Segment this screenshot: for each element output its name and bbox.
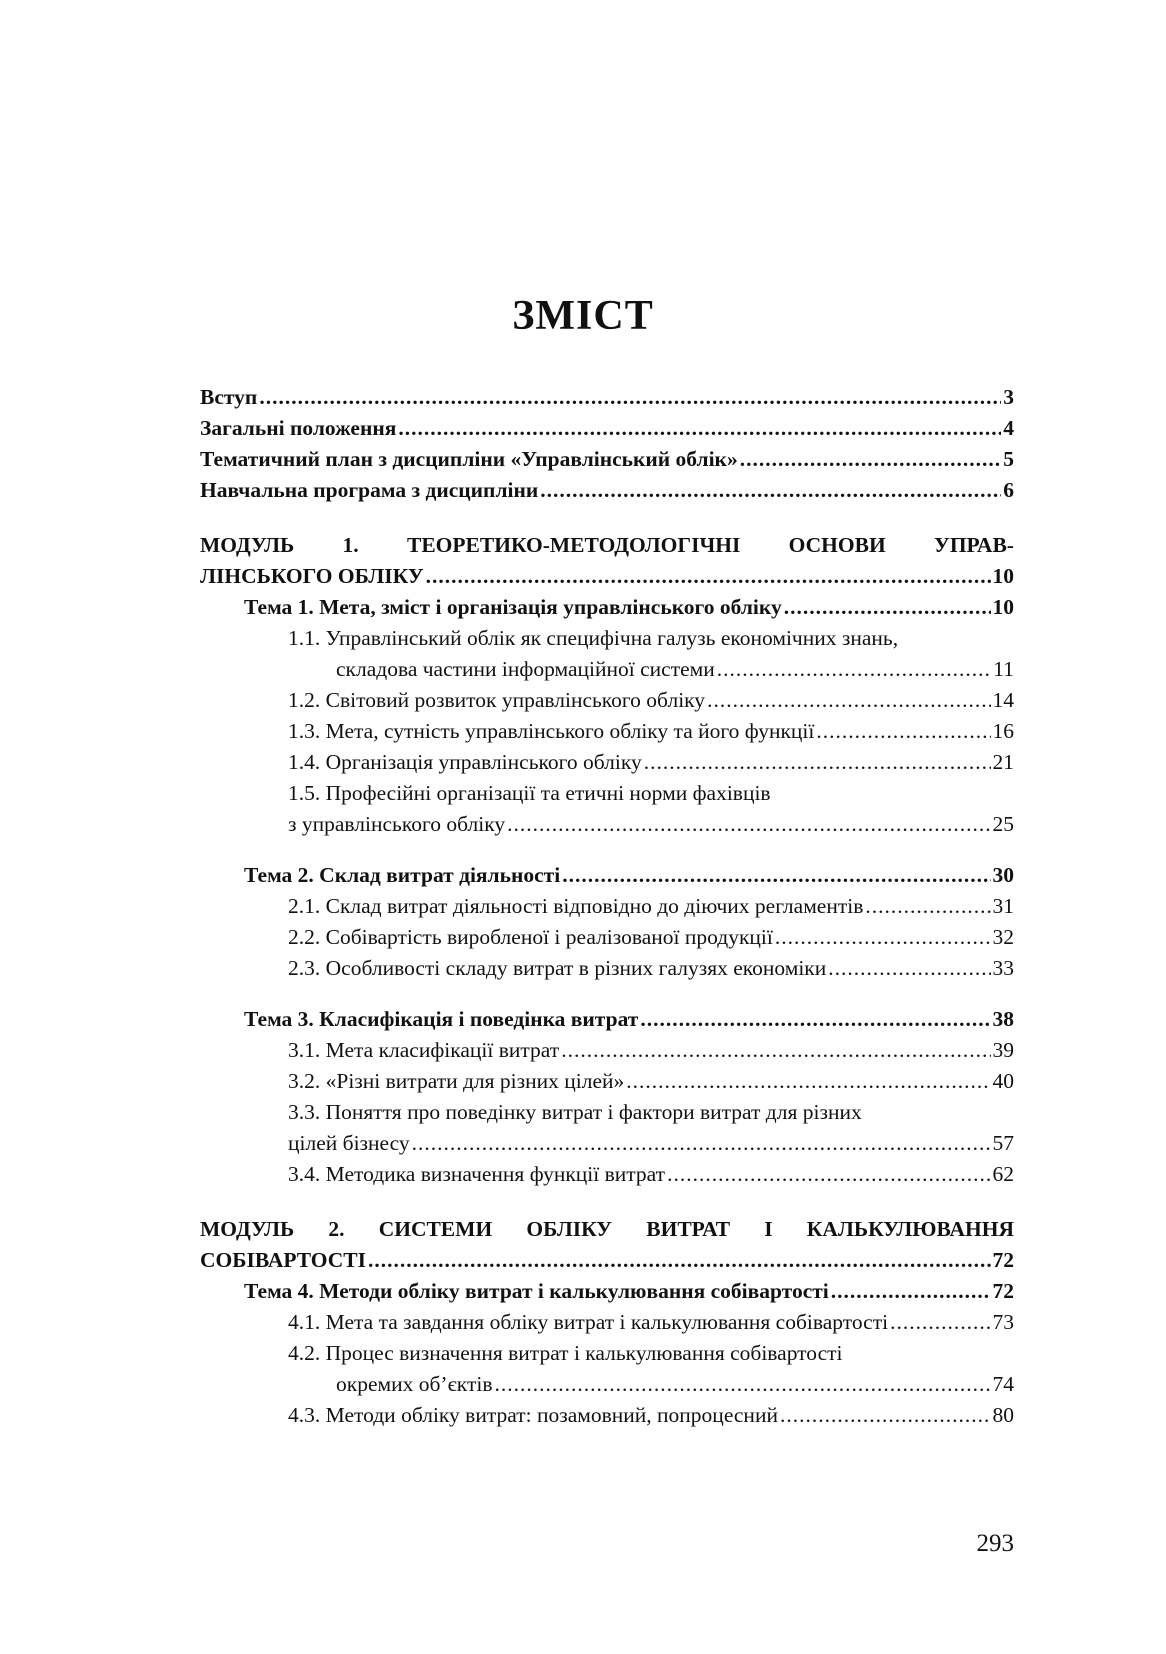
toc-item-1-2[interactable] <box>200 685 1014 716</box>
dot-leader <box>707 685 990 716</box>
toc-item-1-3[interactable] <box>200 716 1014 747</box>
toc-entry-title: 1.4. Організація управлінського обліку <box>288 750 642 774</box>
dot-leader <box>740 444 1002 475</box>
dot-leader <box>890 1307 990 1338</box>
toc-entry-title: 4.1. Мета та завдання обліку витрат і калькулювання собівартості <box>288 1310 889 1334</box>
dot-leader <box>626 1066 990 1097</box>
heading-word: І <box>764 1217 773 1241</box>
toc-item-1-5-line1[interactable]: 1.5. Професійні організації та етичні норми фахівців <box>288 781 771 805</box>
toc-entry-page: 80 <box>992 1403 1014 1427</box>
toc-item-4-1[interactable] <box>200 1307 1014 1338</box>
toc-entry-title: Загальні положення <box>200 416 397 440</box>
toc-topic-3[interactable] <box>200 1004 1014 1035</box>
toc-entry-title: окремих об’єктів <box>336 1372 493 1396</box>
heading-word: ОБЛІКУ <box>526 1217 613 1241</box>
toc-item-1-4[interactable] <box>200 747 1014 778</box>
module-2-heading-line2[interactable] <box>200 1245 1014 1276</box>
toc-entry-title: СОБІВАРТОСТІ <box>200 1248 367 1272</box>
toc-entry-page: 40 <box>992 1069 1014 1093</box>
toc-entry-page: 73 <box>992 1310 1014 1334</box>
toc-entry-page: 10 <box>992 564 1014 588</box>
toc-item-4-2-line1[interactable]: 4.2. Процес визначення витрат і калькулювання собівартості <box>288 1341 843 1365</box>
module-1-heading-line2[interactable] <box>200 561 1014 592</box>
toc-entry-intro[interactable] <box>200 382 1014 413</box>
dot-leader <box>398 413 1001 444</box>
dot-leader <box>412 1128 991 1159</box>
table-of-contents <box>200 382 1014 1431</box>
toc-entry-page: 72 <box>992 1248 1014 1272</box>
toc-entry-page: 25 <box>992 812 1014 836</box>
toc-entry-page: 32 <box>992 925 1014 949</box>
heading-word: МОДУЛЬ <box>200 533 295 557</box>
toc-item-3-1[interactable] <box>200 1035 1014 1066</box>
module-2-heading[interactable] <box>200 1214 1014 1245</box>
toc-item-3-4[interactable] <box>200 1159 1014 1190</box>
toc-entry-page: 11 <box>993 657 1014 681</box>
heading-word: УПРАВ- <box>934 533 1014 557</box>
toc-entry-page: 62 <box>992 1162 1014 1186</box>
toc-item-2-2[interactable] <box>200 922 1014 953</box>
toc-entry-page: 5 <box>1003 447 1014 471</box>
toc-entry-title: Вступ <box>200 385 258 409</box>
toc-entry-title: 2.3. Особливості складу витрат в різних галузях економіки <box>288 956 827 980</box>
dot-leader <box>540 475 1001 506</box>
toc-entry-title: Тематичний план з дисципліни «Управлінський облік» <box>200 447 738 471</box>
toc-topic-2[interactable] <box>200 860 1014 891</box>
heading-word: 2. <box>328 1217 345 1241</box>
toc-entry-page: 57 <box>992 1131 1014 1155</box>
toc-entry-page: 4 <box>1003 416 1014 440</box>
dot-leader <box>865 891 990 922</box>
dot-leader <box>494 1369 990 1400</box>
toc-entry-page: 16 <box>992 719 1014 743</box>
dot-leader <box>784 592 991 623</box>
toc-entry-title: Тема 4. Методи обліку витрат і калькулювання собівартості <box>244 1279 829 1303</box>
toc-entry-title: Тема 3. Класифікація і поведінка витрат <box>244 1007 639 1031</box>
toc-entry-title: Тема 1. Мета, зміст і організація управлінського обліку <box>244 595 782 619</box>
toc-entry-page: 21 <box>992 750 1014 774</box>
heading-word: ВИТРАТ <box>646 1217 731 1241</box>
toc-entry-title: з управлінського обліку <box>288 812 506 836</box>
toc-entry-page: 39 <box>992 1038 1014 1062</box>
toc-entry-title: цілей бізнесу <box>288 1131 410 1155</box>
dot-leader <box>561 1035 990 1066</box>
dot-leader <box>775 922 991 953</box>
toc-entry-program[interactable] <box>200 475 1014 506</box>
dot-leader <box>667 1159 990 1190</box>
toc-item-4-3[interactable] <box>200 1400 1014 1431</box>
heading-word: ОСНОВИ <box>788 533 886 557</box>
toc-entry-thematic-plan[interactable] <box>200 444 1014 475</box>
heading-word: КАЛЬКУЛЮВАННЯ <box>806 1217 1014 1241</box>
toc-entry-page: 72 <box>992 1279 1014 1303</box>
toc-entry-title: Тема 2. Склад витрат діяльності <box>244 863 561 887</box>
dot-leader <box>780 1400 991 1431</box>
dot-leader <box>507 809 990 840</box>
toc-item-1-1-line2[interactable] <box>200 654 1014 685</box>
toc-entry-title: 1.2. Світовий розвиток управлінського обліку <box>288 688 706 712</box>
toc-entry-page: 38 <box>992 1007 1014 1031</box>
toc-entry-title: 4.3. Методи обліку витрат: позамовний, попроцесний <box>288 1403 778 1427</box>
toc-entry-title: складова частини інформаційної системи <box>336 657 715 681</box>
toc-entry-title: ЛІНСЬКОГО ОБЛІКУ <box>200 564 424 588</box>
toc-entry-title: Навчальна програма з дисципліни <box>200 478 539 502</box>
toc-entry-page: 33 <box>992 956 1014 980</box>
toc-entry-general[interactable] <box>200 413 1014 444</box>
dot-leader <box>828 953 990 984</box>
toc-entry-title: 3.1. Мета класифікації витрат <box>288 1038 560 1062</box>
toc-entry-page: 14 <box>992 688 1014 712</box>
toc-item-4-2-line2[interactable] <box>200 1369 1014 1400</box>
toc-entry-title: 2.2. Собівартість виробленої і реалізованої продукції <box>288 925 773 949</box>
heading-word: СИСТЕМИ <box>378 1217 493 1241</box>
dot-leader <box>562 860 990 891</box>
toc-item-1-5-line2[interactable] <box>200 809 1014 840</box>
dot-leader <box>259 382 1001 413</box>
toc-topic-1[interactable] <box>200 592 1014 623</box>
toc-entry-title: 3.4. Методика визначення функції витрат <box>288 1162 666 1186</box>
toc-item-3-3-line1[interactable]: 3.3. Поняття про поведінку витрат і фактори витрат для різних <box>288 1100 862 1124</box>
toc-item-3-3-line2[interactable] <box>200 1128 1014 1159</box>
dot-leader <box>426 561 991 592</box>
heading-word: 1. <box>342 533 359 557</box>
toc-entry-title: 2.1. Склад витрат діяльності відповідно до діючих регламентів <box>288 894 864 918</box>
toc-entry-page: 31 <box>992 894 1014 918</box>
toc-item-2-3[interactable] <box>200 953 1014 984</box>
heading-word: ТЕОРЕТИКО-МЕТОДОЛОГІЧНІ <box>407 533 741 557</box>
dot-leader <box>717 654 992 685</box>
toc-item-3-2[interactable] <box>200 1066 1014 1097</box>
toc-entry-page: 3 <box>1003 385 1014 409</box>
toc-entry-page: 74 <box>992 1372 1014 1396</box>
module-1-heading[interactable] <box>200 530 1014 561</box>
toc-item-1-1-line1[interactable]: 1.1. Управлінський облік як специфічна галузь економічних знань, <box>288 626 899 650</box>
dot-leader <box>831 1276 991 1307</box>
toc-topic-4[interactable] <box>200 1276 1014 1307</box>
toc-entry-page: 6 <box>1003 478 1014 502</box>
heading-word: МОДУЛЬ <box>200 1217 295 1241</box>
toc-entry-title: 3.2. «Різні витрати для різних цілей» <box>288 1069 625 1093</box>
page-title: ЗМІСТ <box>512 293 654 339</box>
dot-leader <box>368 1245 990 1276</box>
toc-entry-title: 1.3. Мета, сутність управлінського обліку та його функції <box>288 719 815 743</box>
toc-entry-page: 30 <box>992 863 1014 887</box>
dot-leader <box>644 747 991 778</box>
dot-leader <box>816 716 990 747</box>
page-number: 293 <box>976 1530 1014 1557</box>
toc-entry-page: 10 <box>992 595 1014 619</box>
dot-leader <box>640 1004 990 1035</box>
toc-item-2-1[interactable] <box>200 891 1014 922</box>
